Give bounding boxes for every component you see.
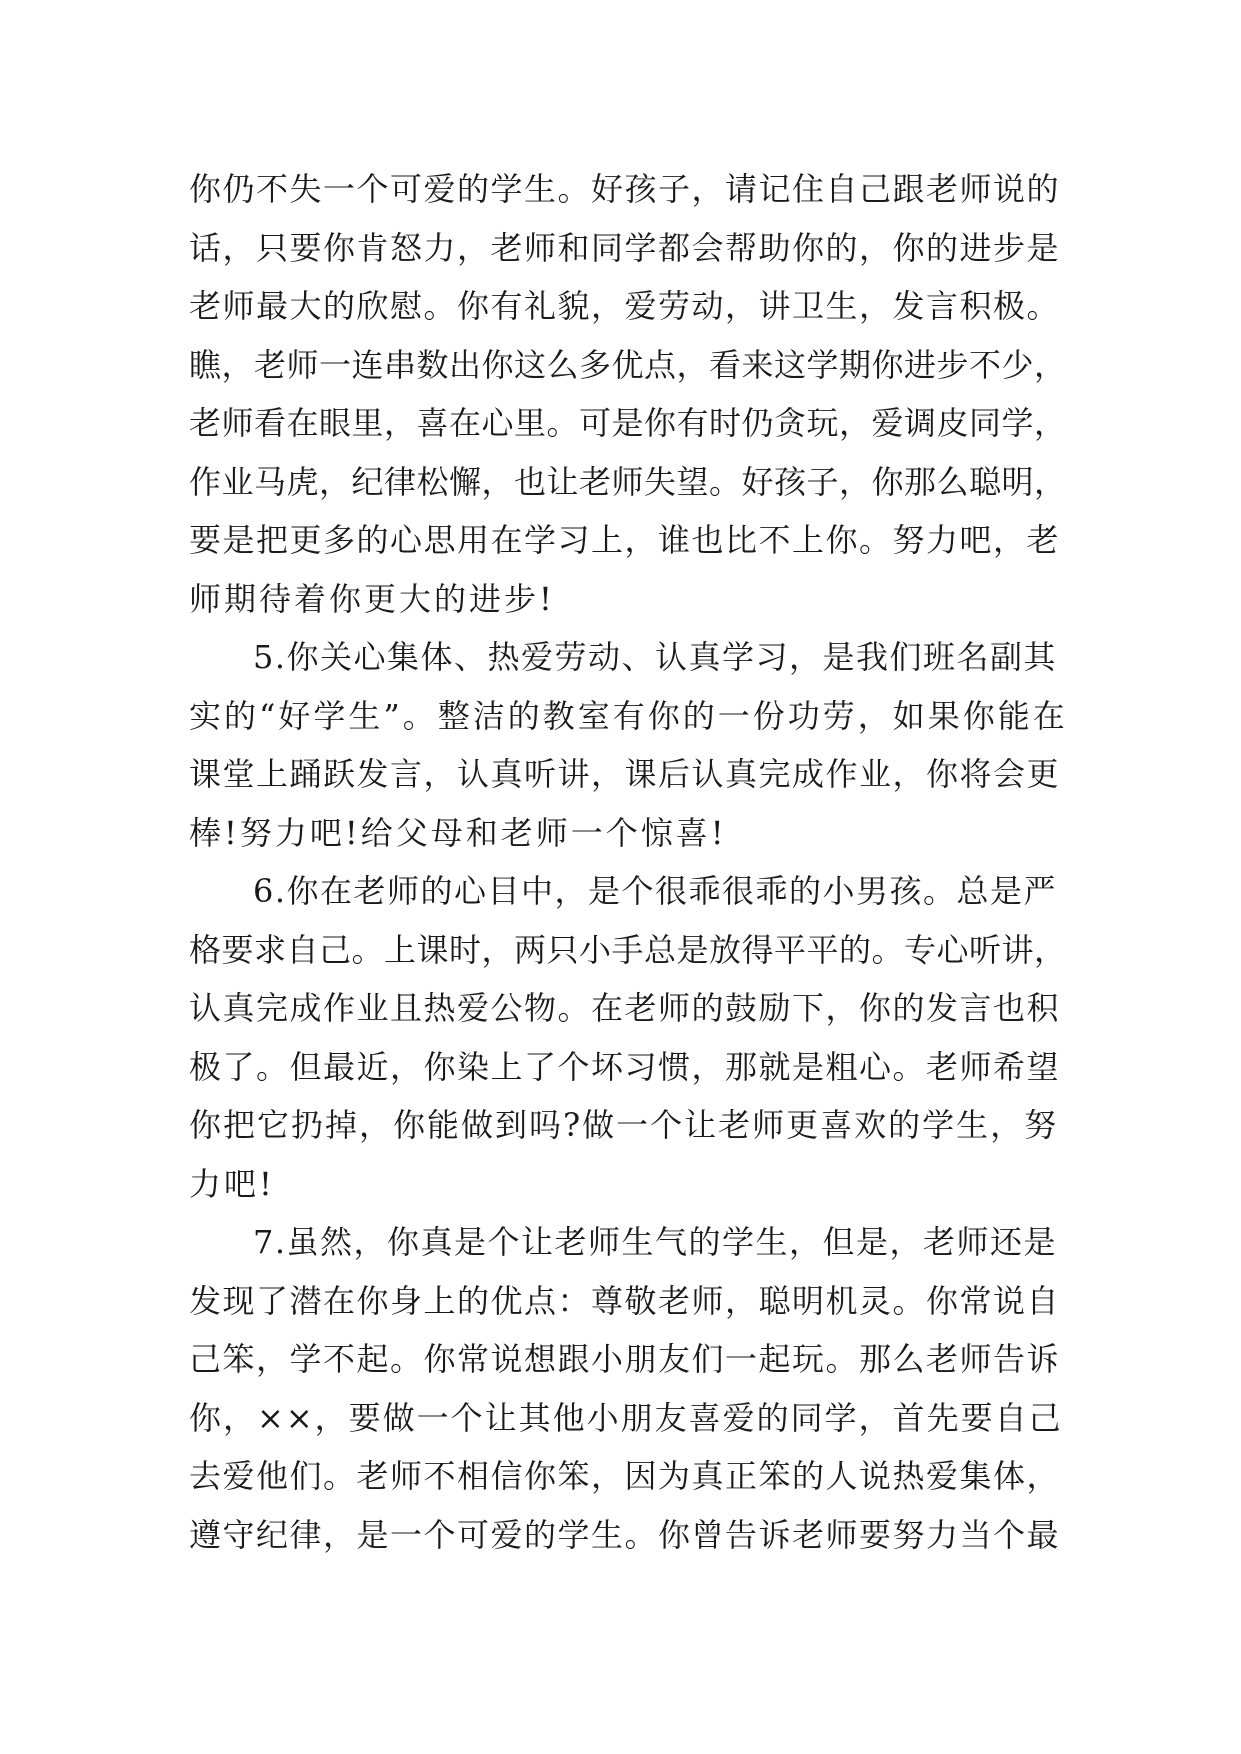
- text-line: 极了。但最近，你染上了个坏习惯，那就是粗心。老师希望: [189, 1047, 1061, 1086]
- text-line: 去爱他们。老师不相信你笨，因为真正笨的人说热爱集体，: [189, 1457, 1061, 1495]
- text-line: 老师最大的欣慰。你有礼貌，爱劳动，讲卫生，发言积极。: [189, 287, 1061, 325]
- text-line: 力吧!: [189, 1164, 275, 1203]
- text-line: 棒!努力吧!给父母和老师一个惊喜!: [189, 813, 727, 852]
- text-line: 你，××，要做一个让其他小朋友喜爱的同学，首先要自己: [189, 1398, 1063, 1437]
- text-line: 格要求自己。上课时，两只小手总是放得平平的。专心听讲，: [189, 930, 1067, 969]
- text-line: 认真完成作业且热爱公物。在老师的鼓励下，你的发言也积: [189, 989, 1061, 1027]
- paragraph-first-line: 6.你在老师的心目中，是个很乖很乖的小男孩。总是严: [253, 872, 1058, 910]
- text-line: 你仍不失一个可爱的学生。好孩子，请记住自己跟老师说的: [189, 170, 1061, 208]
- text-line: 老师看在眼里，喜在心里。可是你有时仍贪玩，爱调皮同学，: [189, 404, 1067, 442]
- document-body: [189, 160, 1069, 1564]
- paragraph-first-line: 7.虽然，你真是个让老师生气的学生，但是，老师还是: [253, 1223, 1058, 1261]
- paragraph-first-line: 5.你关心集体、热爱劳动、认真学习，是我们班名副其: [253, 638, 1058, 676]
- text-line: 要是把更多的心思用在学习上，谁也比不上你。努力吧，老: [189, 521, 1061, 559]
- text-line: 瞧，老师一连串数出你这么多优点，看来这学期你进步不少，: [189, 345, 1067, 384]
- text-line: 遵守纪律，是一个可爱的学生。你曾告诉老师要努力当个最: [189, 1515, 1061, 1554]
- text-line: 课堂上踊跃发言，认真听讲，课后认真完成作业，你将会更: [189, 755, 1061, 793]
- text-line: 你把它扔掉，你能做到吗?做一个让老师更喜欢的学生，努: [189, 1106, 1059, 1144]
- text-line: 己笨，学不起。你常说想跟小朋友们一起玩。那么老师告诉: [189, 1340, 1061, 1378]
- text-line: 话，只要你肯怒力，老师和同学都会帮助你的，你的进步是: [189, 228, 1061, 267]
- text-line: 实的“好学生”。整洁的教室有你的一份功劳，如果你能在: [189, 696, 1068, 735]
- text-line: 作业马虎，纪律松懈，也让老师失望。好孩子，你那么聪明，: [189, 462, 1067, 501]
- text-line: 发现了潜在你身上的优点：尊敬老师，聪明机灵。你常说自: [189, 1281, 1061, 1320]
- text-line: 师期待着你更大的进步!: [189, 579, 555, 618]
